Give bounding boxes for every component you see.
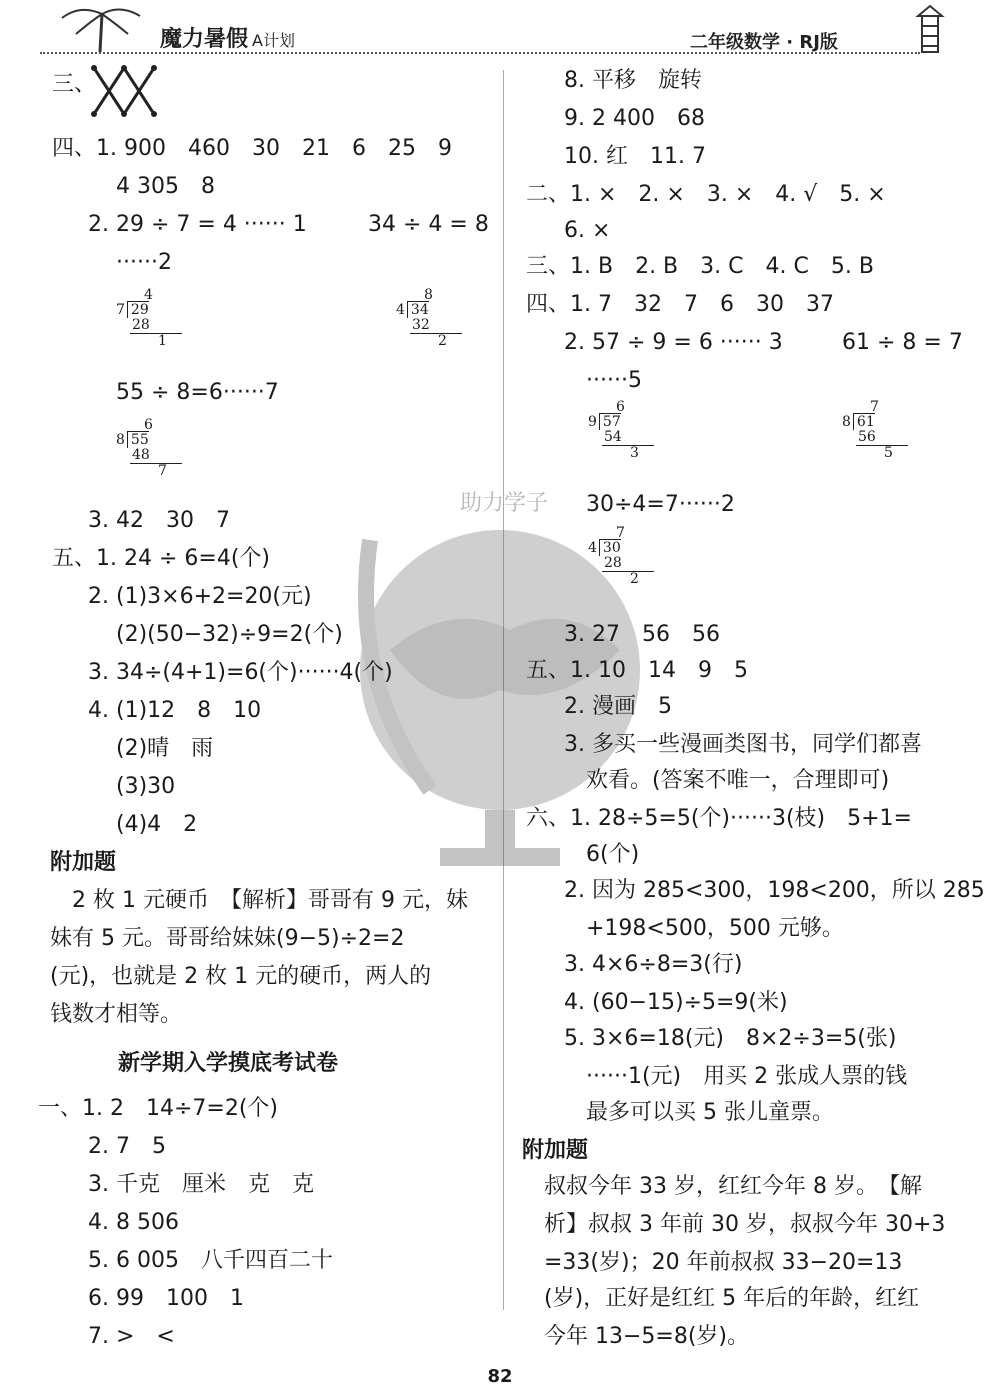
long-division [588,400,654,461]
remainder: 2 [438,333,447,349]
divisor: 4 [396,302,405,318]
grade-label: 二年级数学 · RJ版 [690,32,838,53]
answer-line: 今年 13−5=8(岁)。 [544,1324,750,1349]
answer-line: 5. 6 005 八千四百二十 [88,1248,333,1273]
answer-line: 55 ÷ 8=6······7 [116,380,279,405]
product: 56 [858,429,876,445]
answer-line: 四、1. 900 460 30 21 6 25 9 [52,136,452,161]
divisor: 7 [116,302,125,318]
dividend: 61 [853,413,875,430]
quotient: 4 [144,287,153,303]
divisor: 8 [116,432,125,448]
answer-line: 30÷4=7······2 [586,492,735,517]
answer-line: 三、 [52,72,97,97]
answer-line: 一、1. 2 14÷7=2(个) [38,1096,279,1121]
answer-line: 2. (1)3×6+2=20(元) [88,584,312,609]
answer-line: 5. 3×6=18(元) 8×2÷3=5(张) [564,1026,897,1051]
palm-tree-icon [50,4,150,54]
divisor: 8 [842,414,851,430]
answer-line: 7. > < [88,1324,175,1349]
divisor: 9 [588,414,597,430]
answer-line: 4 305 8 [116,174,215,199]
dividend: 30 [599,539,621,556]
section-title: 新学期入学摸底考试卷 [118,1051,339,1076]
answer-line: 叔叔今年 33 岁，红红今年 8 岁。 【解 [544,1174,922,1199]
answer-line: +198<500，500 元够。 [586,916,844,941]
answer-line: 欢看。(答案不唯一，合理即可) [586,768,890,793]
product: 48 [132,447,150,463]
answer-line: 4. 8 506 [88,1210,179,1235]
lighthouse-icon [900,2,960,57]
remainder: 1 [158,333,167,349]
matching-lines [88,62,168,122]
answer-line: 最多可以买 5 张儿童票。 [586,1100,834,1125]
answer-line: 6. 99 100 1 [88,1286,244,1311]
answer-line: 3. 多买一些漫画类图书，同学们都喜 [564,732,922,757]
answer-line: 6. × [564,218,611,243]
long-division [842,400,908,461]
answer-line: 2. 29 ÷ 7 = 4 ······ 1 [88,212,307,237]
answer-line: (岁)，正好是红红 5 年后的年龄，红红 [544,1286,920,1311]
divisor: 4 [588,540,597,556]
remainder: 5 [884,445,893,461]
answer-line: 三、1. B 2. B 3. C 4. C 5. B [526,254,874,279]
long-division [588,526,654,587]
answer-line: (4)4 2 [116,812,198,837]
quotient: 7 [870,399,879,415]
answer-line: 61 ÷ 8 = 7 [842,330,963,355]
answer-line: 五、1. 10 14 9 5 [526,658,748,683]
answer-line: 9. 2 400 68 [564,106,705,131]
product: 28 [604,555,622,571]
answer-line: 10. 红 11. 7 [564,144,706,169]
dividend: 29 [127,301,149,318]
page-header [0,0,1000,60]
answer-line: 4. (1)12 8 10 [88,698,262,723]
answer-line: 析】叔叔 3 年前 30 岁，叔叔今年 30+3 [544,1212,946,1237]
quotient: 8 [424,287,433,303]
answer-line: 2 枚 1 元硬币 【解析】哥哥有 9 元，妹 [72,888,468,913]
quotient: 6 [144,417,153,433]
answer-line: 2. 7 5 [88,1134,166,1159]
answer-line: ······5 [586,368,642,393]
header-rule [40,52,920,54]
long-division [116,418,182,479]
remainder: 3 [630,445,639,461]
answer-line: 3. 42 30 7 [88,508,230,533]
answer-line: (元)，也就是 2 枚 1 元的硬币，两人的 [50,964,432,989]
dividend: 57 [599,413,621,430]
dividend: 55 [127,431,149,448]
answer-line: 附加题 [50,850,117,875]
product: 28 [132,317,150,333]
answer-line: 六、1. 28÷5=5(个)······3(枝) 5+1= [526,806,912,831]
answer-line: 附加题 [522,1138,589,1163]
answer-line: =33(岁)；20 年前叔叔 33−20=13 [544,1250,903,1275]
product: 54 [604,429,622,445]
answer-line: 2. 漫画 5 [564,694,672,719]
page-number: 82 [487,1366,513,1387]
answer-line: ······2 [116,250,172,275]
watermark-text: 助力学子 [460,491,549,516]
remainder: 7 [158,463,167,479]
answer-line: 2. 因为 285<300，198<200，所以 285 [564,878,985,903]
product: 32 [412,317,430,333]
answer-line: 3. 4×6÷8=3(行) [564,952,743,977]
brand-title: 魔力暑假 A计划 [160,27,295,52]
answer-line: 五、1. 24 ÷ 6=4(个) [52,546,270,571]
answer-line: 二、1. × 2. × 3. × 4. √ 5. × [526,182,886,207]
remainder: 2 [630,571,639,587]
long-division [116,288,182,349]
dividend: 34 [407,301,429,318]
quotient: 6 [616,399,625,415]
answer-line: 3. 千克 厘米 克 克 [88,1172,314,1197]
answer-line: 8. 平移 旋转 [564,68,702,93]
answer-line: (3)30 [116,774,176,799]
long-division [396,288,462,349]
answer-line: 6(个) [586,842,640,867]
answer-line: 3. 34÷(4+1)=6(个)······4(个) [88,660,393,685]
answer-line: ······1(元) 用买 2 张成人票的钱 [586,1064,908,1089]
answer-line: (2)(50−32)÷9=2(个) [116,622,343,647]
answer-line: (2)晴 雨 [116,736,214,761]
answer-line: 34 ÷ 4 = 8 [368,212,489,237]
answer-line: 钱数才相等。 [50,1002,183,1027]
answer-line: 四、1. 7 32 7 6 30 37 [526,292,834,317]
answer-line: 2. 57 ÷ 9 = 6 ······ 3 [564,330,783,355]
quotient: 7 [616,525,625,541]
answer-line: 4. (60−15)÷5=9(米) [564,990,788,1015]
answer-line: 3. 27 56 56 [564,622,720,647]
answer-line: 妹有 5 元。哥哥给妹妹(9−5)÷2=2 [50,926,405,951]
